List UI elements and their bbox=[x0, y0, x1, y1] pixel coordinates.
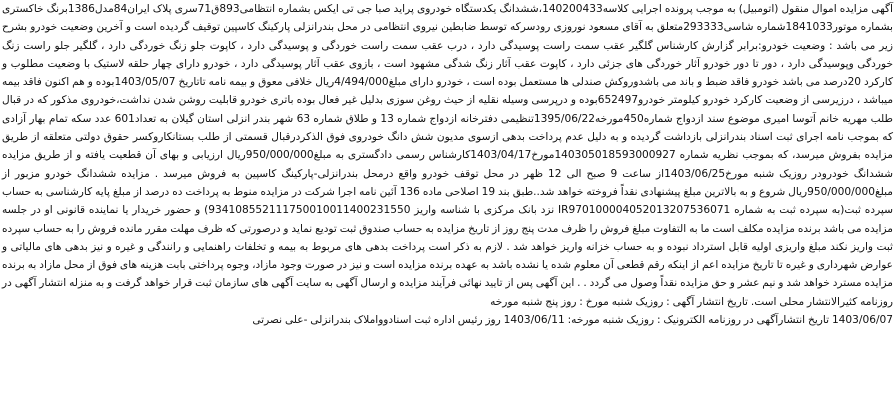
notice-body: آگهی مزایده اموال منقول (اتومبیل) به موجب پرونده اجرایی کلاسه140200433،ششدانگ یکدستگاه خودروی پراید صبا جی تی ایکس بشماره انتظامی893ق71سری پلاک ایران84مدل1386برنگ خاکستری بشماره موتور1841033شماره شاسی293333متعلق به آقای مسعود نوروزی رودسرکه توسط ضابطین نیروی انتظامی در محل بندرانزلی پارکینگ کاسپین توقیف گردیده است و آخرین وضعیت خودرو بشرح زیر می باشد : وضعیت خودرو:برابر گزارش کارشناس گلگیر عقب سمت راست پوسیدگی دارد ، درب عقب سمت راست خوردگی و پوسیدگی دارد ، کاپوت جلو زنگ خوردگی دارد ، گلگیر جلو راست زنگ خوردگی وپوسیدگی دارد ، دور تا دور خودرو آثار خوردگی های جزئی دارد ، کاپوت عقب آثار زنگ شدگی مشهود است ، بازوی عقب آثار پوسیدگی دارد ، خودرو دارای چهار حلقه لاستیک با وضعیت مطلوب و کارکرد 20درصد می باشد خودرو فاقد ضبط و باند می باشدوروکش صندلی ها مستعمل بوده است ، خودرو دارای مبلغ4/494/000ریال خلافی معوق و بیمه نامه تاتاریخ 1403/05/07بوده و هم اکنون فاقد بیمه میباشد ، درزیرسی از وضعیت کارکرد خودرو کیلومتر خودرو652497بوده و درپرسی وسیله نقلیه از حیث روغن سوزی بدلیل غیر فعال بوده باتری خودرو قابلیت روشن شدن نداشت،خودروی مذکور که در قبال طلب مهریه خانم آتوسا امیری موضوع سند ازدواج شماره450مورخه1395/06/22تنظیمی دفترخانه ازدواج شماره 13 و طلاق شماره 63 شهر بندر انزلی استان گیلان به تعداد601 عدد سکه تمام بهار آزادی که بموجب نامه اجرای ثبت اسناد بندرانزلی بازداشت گردیده و به دلیل عدم پرداخت بدهی ازسوی مدیون شش دانگ خودروی فوق الذکردرقبال قسمتی از طلب بستانکاروکسر حقوق دولتی متعلقه از طریق مزایده بفروش میرسد، که بموجب نظریه شماره 140305018593000927مورخ1403/04/17کارشناس رسمی دادگستری به مبلغ950/000/000ریال ارزیابی و بهای آن قطعیت یافته و از طریق مزایده ششدانگ خودرودر روزیک شنبه مورخ1403/06/25از ساعت 9 صبح الی 12 ظهر در محل توقف خودرو واقع درمحل بندرانزلی-پارکینگ کاسپین به فروش میرسد . مزایده ششدانگ خودرو مزبور از مبلغ950/000/000ریال شروع و به بالاترین مبلغ پیشنهادی نقداً فروخته خواهد شد..طبق بند 19 اصلاحی ماده 136 آئین نامه اجرا شرکت در مزایده منوط به پرداخت ده درصد از مبلغ پایه کارشناسی به حساب سپرده ثبت(به سپرده ثبت به شماره IR970100004052013207536071 نزد بانک مرکزی با شناسه واریز 934108552111750010011400231550) و حضور خریدار یا نماینده قانونی او در جلسه مزایده می باشد برنده مزایده مکلف است ما به التفاوت مبلغ فروش را ظرف مدت پنج روز از تاریخ مزایده به حساب صندوق ثبت تودیع نماید و درصورتی که ظرف مهلت مقرر مانده فروش را به حساب سپرده ثبت واریز نکند مبلغ واریزی اولیه قابل استرداد نبوده و به حساب خزانه واریز خواهد شد . لازم به ذکر است پرداخت بدهی های مربوط به بیمه و تخلفات راهنمایی و رانندگی و غیره و نیز بدهی های مالیاتی و عوارض شهرداری و غیره تا تاریخ مزایده اعم از اینکه رقم قطعی آن معلوم شده یا نشده باشد به عهده برنده مزایده است و نیز در صورت وجود مازاد، وجوه پرداختی بابت هزینه های فوق از محل مازاد به برنده مزایده مسترد خواهد شد و نیم عشر و حق مزایده نقداً وصول می گردد . . این آگهی پس از تایید نهائی فرآیند مزایده و ارسال آگهی به سایت آگهی های سازمان ثبت قرار خواهد گرفت و به منزله انتشار آگهی در روزنامه کثیرالانتشار محلی است. تاریخ انتشار آگهی : روزیک شنبه مورخ : روز پنج شنبه مورخه bbox=[2, 3, 894, 308]
notice-footer: 1403/06/07 تاریخ انتشارآگهی در روزنامه الکترونیک : روزیک شنبه مورخه: 1403/06/11 روز رئیس اداره ثبت اسنادوواملاک بندرانزلی -علی نصرتی bbox=[252, 314, 893, 327]
